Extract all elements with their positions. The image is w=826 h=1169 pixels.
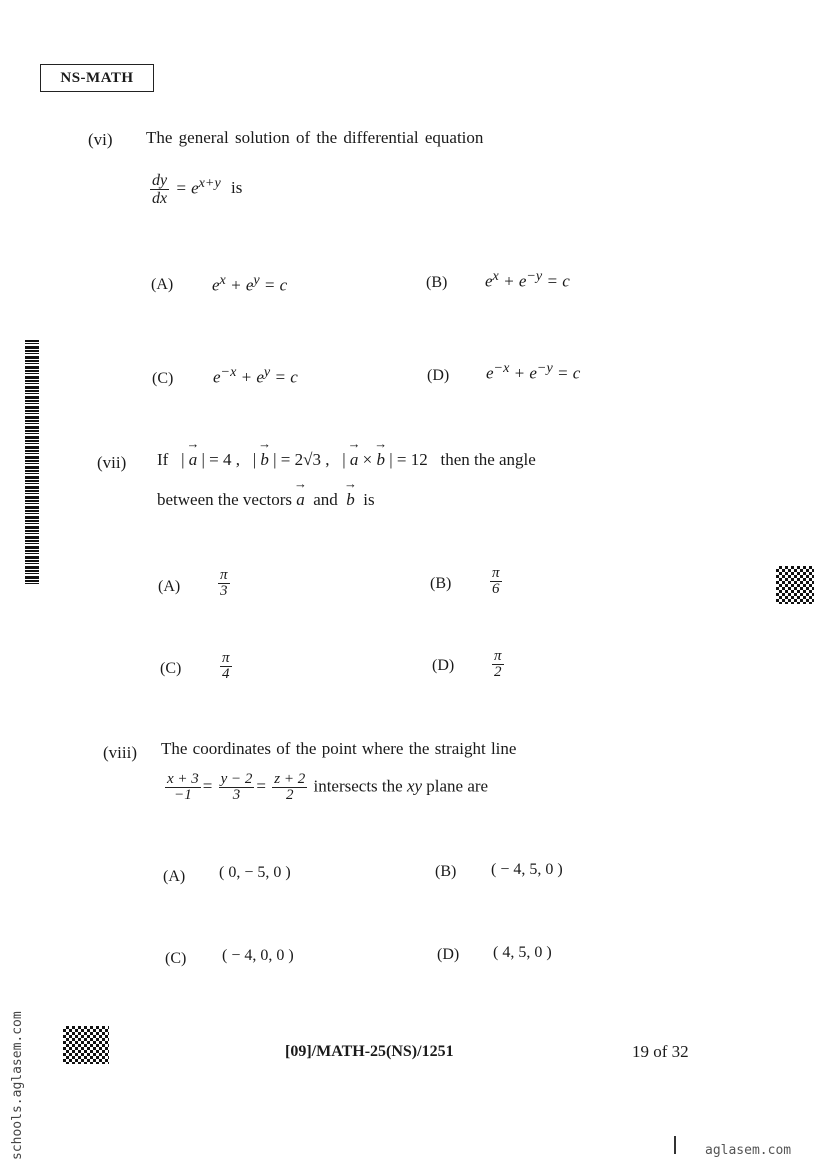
question-number: (vi) xyxy=(88,130,113,149)
option-label: (C) xyxy=(152,370,174,387)
option-c-value: $\frac{\pi}{4}$ xyxy=(222,650,230,682)
option-b-value: $e^x + e^{-y} = c$ xyxy=(485,268,570,291)
option-d-value: ( 4, 5, 0 ) xyxy=(493,944,552,961)
paper-code-box: NS-MATH xyxy=(40,64,154,92)
is-word: is xyxy=(231,178,243,198)
option-label: (C) xyxy=(165,950,187,967)
corner-watermark: aglasem.com xyxy=(705,1143,792,1158)
question-text: The general solution of the differential equation xyxy=(146,128,484,147)
line-equation: $\frac{x + 3}{-1}$ = $\frac{y - 2}{3}$ = $\frac{z + 2}{2}$ intersects the xy plane are xyxy=(167,771,489,803)
equation-rhs: = e xyxy=(175,178,199,198)
question-text: If | → a | = 4 , | → b | = 2√3 , | → a × → b | = 12 then the angle xyxy=(157,450,536,470)
footer-paper-code: [09]/MATH-25(NS)/1251 xyxy=(285,1043,454,1060)
question-number: (vii) xyxy=(97,453,127,472)
option-label: (A) xyxy=(158,578,181,595)
option-label: (A) xyxy=(151,276,174,293)
barcode-strip xyxy=(25,340,39,585)
option-d-value: $\frac{\pi}{2}$ xyxy=(494,648,502,680)
option-label: (C) xyxy=(160,660,182,677)
option-label: (B) xyxy=(430,575,452,592)
frac-denominator: dx xyxy=(152,190,168,207)
option-label: (D) xyxy=(437,946,460,963)
option-label: (D) xyxy=(427,367,450,384)
option-b-value: ( − 4, 5, 0 ) xyxy=(491,861,563,878)
question-number: (viii) xyxy=(103,743,137,762)
option-label: (D) xyxy=(432,657,455,674)
qr-code-icon xyxy=(776,566,814,604)
divider xyxy=(674,1136,676,1154)
question-text: The coordinates of the point where the straight line xyxy=(161,739,517,758)
option-c-value: $e^{-x} + e^y = c$ xyxy=(213,364,298,387)
differential-equation xyxy=(148,172,242,207)
option-c-value: ( − 4, 0, 0 ) xyxy=(222,947,294,964)
exponent: x+y xyxy=(198,174,221,191)
option-label: (A) xyxy=(163,868,186,885)
option-a-value: $e^x + e^y = c$ xyxy=(212,272,288,295)
option-label: (B) xyxy=(426,274,448,291)
option-a-value: ( 0, − 5, 0 ) xyxy=(219,864,291,881)
page-number: 19 of 32 xyxy=(632,1042,689,1061)
question-text-line2: between the vectors → a and → b is xyxy=(157,490,375,510)
option-label: (B) xyxy=(435,863,457,880)
qr-code-icon xyxy=(63,1026,109,1064)
frac-numerator: dy xyxy=(152,172,168,189)
option-d-value: $e^{-x} + e^{-y} = c$ xyxy=(486,360,581,383)
option-a-value: $\frac{\pi}{3}$ xyxy=(220,567,228,599)
option-b-value: $\frac{\pi}{6}$ xyxy=(492,565,500,597)
side-watermark: schools.aglasem.com xyxy=(10,1011,25,1160)
